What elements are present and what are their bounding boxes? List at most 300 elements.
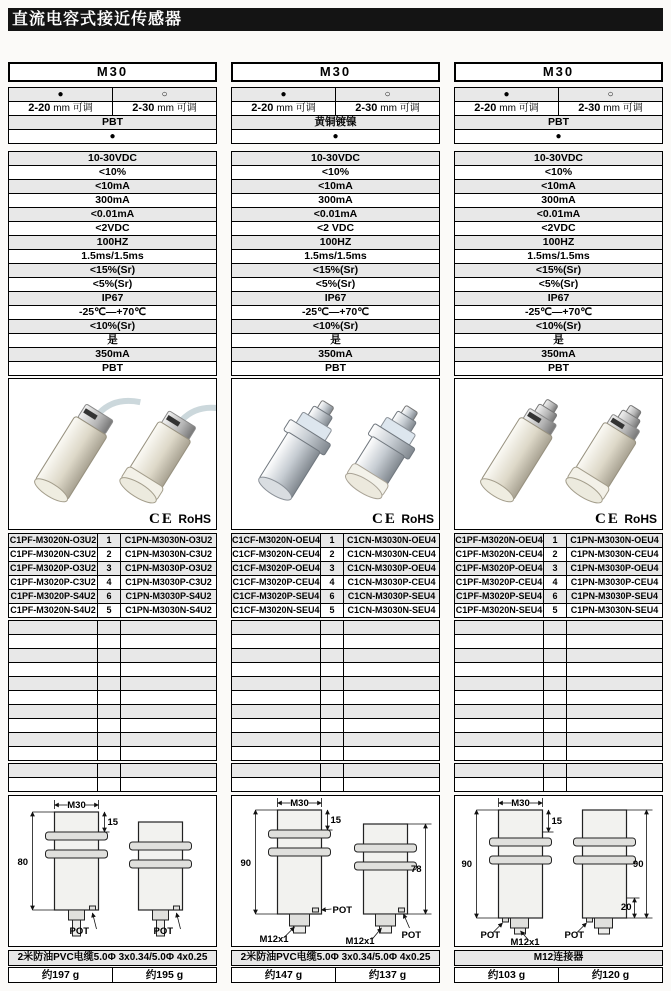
wiring-number: 5	[98, 604, 121, 617]
dim-height-left: 80	[17, 857, 29, 868]
cable-spec: 2米防油PVC电缆5.0Φ 3x0.34/5.0Φ 4x0.25	[231, 950, 440, 966]
empty-cell	[567, 635, 662, 648]
weight-row	[455, 968, 662, 982]
empty-cell	[455, 649, 544, 662]
model-flush: C1CF-M3020P-CEU4	[232, 577, 320, 587]
empty-cell	[344, 733, 439, 746]
spec-value: <0.01mA	[313, 208, 358, 220]
empty-cell	[455, 635, 544, 648]
output-row	[455, 130, 662, 143]
empty-cell	[98, 635, 121, 648]
sensor-photo-illustration	[9, 379, 216, 529]
empty-row	[455, 719, 662, 733]
empty-cell	[232, 733, 321, 746]
empty-cell	[567, 719, 662, 732]
empty-cell	[98, 691, 121, 704]
model-table	[454, 533, 663, 618]
flush-range-value: 2-20	[28, 102, 51, 114]
housing-row	[9, 116, 216, 130]
dim-15: 15	[551, 816, 563, 827]
model-flush: C1CF-M3020P-SEU4	[232, 591, 320, 601]
dim-thread: M30	[511, 798, 530, 809]
model-nonflush: C1CN-M3030N-SEU4	[347, 605, 436, 615]
pot-label-right: POT	[401, 930, 422, 941]
empty-row	[232, 677, 439, 691]
spec-value: <10%(Sr)	[89, 320, 136, 332]
pot-label-left: POT	[69, 926, 90, 937]
empty-cell	[232, 778, 321, 791]
empty-cell	[121, 764, 216, 777]
empty-cell	[344, 705, 439, 718]
spec-row	[455, 222, 662, 236]
empty-cell	[232, 691, 321, 704]
model-row	[9, 548, 216, 562]
empty-row	[232, 621, 439, 635]
empty-cell	[321, 778, 344, 791]
page-title: 直流电容式接近传感器	[8, 8, 663, 31]
model-flush: C1PF-M3020N-OEU4	[455, 535, 543, 545]
wiring-number: 2	[321, 548, 344, 561]
empty-cell	[98, 719, 121, 732]
empty-row	[455, 621, 662, 635]
dim-thread: M30	[67, 800, 86, 811]
flush-range-unit: mm 可调	[53, 103, 93, 114]
flush-range-unit: mm 可调	[499, 103, 539, 114]
empty-cell	[98, 764, 121, 777]
empty-cell	[121, 778, 216, 791]
spec-value: <10mA	[541, 180, 576, 192]
mount-type-row	[455, 88, 662, 102]
empty-cell	[567, 705, 662, 718]
pot-label-left: POT	[480, 930, 501, 941]
model-flush: C1CF-M3020P-OEU4	[232, 563, 320, 573]
empty-row	[232, 733, 439, 747]
m12-label-left: M12x1	[259, 934, 289, 945]
empty-row	[9, 733, 216, 747]
dimension-drawing-svg	[232, 796, 439, 946]
model-flush: C1PF-M3020P-SEU4	[456, 591, 543, 601]
pot-label-left: POT	[332, 905, 353, 916]
weight-flush: 约103 g	[455, 968, 559, 982]
empty-cell	[98, 649, 121, 662]
dimension-drawing	[454, 795, 663, 947]
empty-cell	[544, 677, 567, 690]
spec-value: <5%(Sr)	[315, 278, 356, 290]
spec-row	[232, 250, 439, 264]
spec-value: <0.01mA	[90, 208, 135, 220]
empty-cell	[121, 649, 216, 662]
empty-row	[9, 778, 216, 791]
dimension-drawing	[231, 795, 440, 947]
empty-cell	[98, 663, 121, 676]
spec-row	[455, 166, 662, 180]
sensor-photo-illustration	[455, 379, 662, 529]
spec-value: 10-30VDC	[533, 152, 584, 164]
dim-thread: M30	[290, 798, 309, 809]
model-nonflush: C1PN-M3030P-O3U2	[125, 563, 213, 573]
spec-value: 1.5ms/1.5ms	[81, 250, 144, 262]
empty-cell	[544, 747, 567, 760]
rohs-mark: RoHS	[401, 512, 434, 526]
empty-row	[232, 747, 439, 760]
output-row	[9, 130, 216, 143]
sensing-table	[231, 87, 440, 144]
output-dot: ●	[555, 131, 562, 142]
weight-row	[9, 968, 216, 982]
product-columns	[8, 62, 663, 983]
spec-value: <15%(Sr)	[312, 264, 359, 276]
empty-cell	[9, 705, 98, 718]
spec-row	[9, 208, 216, 222]
empty-row	[9, 635, 216, 649]
empty-cell	[98, 778, 121, 791]
sensor-photo-illustration	[232, 379, 439, 529]
spec-row	[455, 320, 662, 334]
empty-cell	[232, 705, 321, 718]
weight-table	[454, 967, 663, 983]
empty-cell	[344, 764, 439, 777]
sensing-table	[454, 87, 663, 144]
empty-row	[455, 663, 662, 677]
spec-row	[9, 250, 216, 264]
spec-row	[455, 362, 662, 375]
series-title: M30	[231, 62, 440, 82]
spec-value: 是	[330, 334, 341, 346]
spec-table	[454, 151, 663, 376]
spec-table	[231, 151, 440, 376]
series-title: M30	[454, 62, 663, 82]
empty-row	[455, 764, 662, 778]
spec-value: PBT	[325, 362, 346, 374]
certifications	[372, 510, 434, 528]
spec-value: <15%(Sr)	[535, 264, 582, 276]
spec-row	[9, 278, 216, 292]
spec-value: 1.5ms/1.5ms	[527, 250, 590, 262]
model-flush: C1CF-M3020N-SEU4	[232, 605, 320, 615]
empty-cell	[232, 677, 321, 690]
empty-cell	[567, 663, 662, 676]
spec-row	[455, 278, 662, 292]
spec-row	[232, 222, 439, 236]
empty-cell	[9, 663, 98, 676]
empty-cell	[344, 778, 439, 791]
empty-row	[455, 705, 662, 719]
product-photo	[454, 378, 663, 530]
spec-value: 10-30VDC	[310, 152, 361, 164]
empty-cell	[455, 778, 544, 791]
empty-cell	[9, 719, 98, 732]
spec-value: <10%(Sr)	[312, 320, 359, 332]
spec-row	[9, 362, 216, 375]
empty-row	[455, 677, 662, 691]
spec-row	[455, 236, 662, 250]
dim-15: 15	[330, 815, 342, 826]
empty-cell	[544, 621, 567, 634]
empty-cell	[232, 635, 321, 648]
spec-row	[232, 320, 439, 334]
empty-cell	[9, 778, 98, 791]
model-nonflush: C1PN-M3030N-S4U2	[125, 605, 212, 615]
empty-cell	[9, 691, 98, 704]
spec-row	[232, 264, 439, 278]
empty-cell	[232, 764, 321, 777]
model-row	[455, 548, 662, 562]
empty-cell	[121, 705, 216, 718]
housing-material: 黄铜镀镍	[314, 116, 357, 128]
model-flush: C1CF-M3020N-CEU4	[232, 549, 320, 559]
spec-row	[9, 236, 216, 250]
empty-row	[232, 719, 439, 733]
empty-cell	[232, 621, 321, 634]
spec-value: <10mA	[318, 180, 353, 192]
empty-cell	[321, 663, 344, 676]
dim-height-right: 90	[632, 859, 644, 870]
empty-cell	[9, 621, 98, 634]
weight-nonflush: 约195 g	[145, 969, 184, 981]
model-nonflush: C1PN-M3030N-SEU4	[570, 605, 659, 615]
spec-row	[9, 306, 216, 320]
wiring-number: 6	[544, 590, 567, 603]
spec-value: -25℃—+70℃	[301, 306, 370, 318]
spec-value: <5%(Sr)	[538, 278, 579, 290]
empty-cell	[544, 778, 567, 791]
spec-row	[9, 264, 216, 278]
dimension-drawing-svg	[9, 796, 216, 946]
series-title: M30	[8, 62, 217, 82]
wiring-number: 6	[98, 590, 121, 603]
product-photo	[231, 378, 440, 530]
model-row	[455, 576, 662, 590]
nonflush-range-unit: mm 可调	[603, 103, 643, 114]
spec-value: PBT	[548, 362, 569, 374]
empty-cell	[455, 691, 544, 704]
spec-value: <2VDC	[541, 222, 576, 234]
spec-row	[232, 292, 439, 306]
spec-row	[232, 166, 439, 180]
spec-value: <10mA	[95, 180, 130, 192]
empty-cell	[567, 621, 662, 634]
spec-value: 10-30VDC	[87, 152, 138, 164]
empty-row	[232, 649, 439, 663]
spec-value: <10%	[98, 166, 127, 178]
wiring-number: 5	[544, 604, 567, 617]
empty-cell	[9, 677, 98, 690]
spec-row	[455, 180, 662, 194]
spec-value: -25℃—+70℃	[524, 306, 593, 318]
empty-row	[9, 621, 216, 635]
empty-cell	[121, 691, 216, 704]
empty-cell	[232, 747, 321, 760]
empty-cell	[9, 649, 98, 662]
model-row	[9, 590, 216, 604]
weight-flush: 约197 g	[9, 968, 113, 982]
model-nonflush: C1CN-M3030P-SEU4	[347, 591, 436, 601]
empty-cell	[232, 663, 321, 676]
spec-row	[9, 194, 216, 208]
spec-row	[455, 194, 662, 208]
empty-row	[455, 691, 662, 705]
empty-row	[455, 747, 662, 760]
empty-cell	[544, 635, 567, 648]
model-nonflush: C1CN-M3030N-OEU4	[347, 535, 437, 545]
model-row	[232, 548, 439, 562]
empty-cell	[121, 663, 216, 676]
model-flush: C1PF-M3020N-S4U2	[9, 604, 98, 617]
spec-value: -25℃—+70℃	[78, 306, 147, 318]
flush-range	[455, 102, 559, 115]
dim-height-left: 90	[240, 858, 252, 869]
connector-spec: M12连接器	[454, 950, 663, 966]
rohs-mark: RoHS	[624, 512, 657, 526]
pot-label-right: POT	[564, 930, 585, 941]
spec-row	[455, 208, 662, 222]
spec-value: 100HZ	[542, 236, 575, 248]
model-nonflush: C1PN-M3030P-C3U2	[125, 577, 212, 587]
model-nonflush: C1PN-M3030N-O3U2	[124, 535, 213, 545]
empty-cell	[455, 719, 544, 732]
spec-value: <10%(Sr)	[535, 320, 582, 332]
model-flush: C1CF-M3020N-OEU4	[232, 535, 321, 545]
empty-cell	[544, 663, 567, 676]
empty-row	[232, 705, 439, 719]
spec-row	[455, 334, 662, 348]
nonflush-dot: ○	[161, 89, 168, 100]
spec-row	[9, 320, 216, 334]
empty-cell	[455, 663, 544, 676]
empty-cell	[344, 649, 439, 662]
empty-cell	[321, 764, 344, 777]
spec-row	[9, 292, 216, 306]
empty-cell	[321, 705, 344, 718]
spec-row	[232, 278, 439, 292]
empty-row	[232, 635, 439, 649]
product-column-brass	[231, 62, 440, 983]
empty-cell	[98, 705, 121, 718]
empty-cell	[321, 649, 344, 662]
empty-cell	[9, 733, 98, 746]
weight-nonflush: 约120 g	[591, 969, 630, 981]
flush-range-unit: mm 可调	[276, 103, 316, 114]
empty-cell	[344, 635, 439, 648]
weight-row	[232, 968, 439, 982]
empty-cell	[321, 691, 344, 704]
nonflush-range	[559, 102, 662, 115]
model-row	[9, 604, 216, 617]
empty-row	[9, 649, 216, 663]
model-flush: C1PF-M3020P-CEU4	[455, 577, 543, 587]
model-row	[232, 604, 439, 617]
empty-cell	[98, 747, 121, 760]
wiring-number: 2	[544, 548, 567, 561]
empty-cell	[121, 719, 216, 732]
range-row	[9, 102, 216, 116]
empty-model-rows-2	[454, 763, 663, 792]
spec-value: <10%	[544, 166, 573, 178]
empty-cell	[321, 677, 344, 690]
spec-row	[232, 348, 439, 362]
empty-cell	[344, 621, 439, 634]
model-row	[9, 562, 216, 576]
wiring-number: 3	[98, 562, 121, 575]
empty-cell	[344, 663, 439, 676]
wiring-number: 6	[321, 590, 344, 603]
pot-label-right: POT	[153, 926, 174, 937]
spec-row	[232, 362, 439, 375]
product-column-pbt-cable	[8, 62, 217, 983]
flush-dot: ●	[9, 88, 113, 101]
flush-range-value: 2-20	[251, 102, 274, 114]
spec-row	[455, 152, 662, 166]
empty-cell	[567, 764, 662, 777]
model-row	[232, 590, 439, 604]
empty-cell	[121, 677, 216, 690]
spec-value: 300mA	[541, 194, 576, 206]
ce-mark: CE	[149, 511, 174, 527]
spec-row	[455, 264, 662, 278]
spec-value: <15%(Sr)	[89, 264, 136, 276]
nonflush-range-unit: mm 可调	[157, 103, 197, 114]
model-table	[8, 533, 217, 618]
empty-cell	[121, 733, 216, 746]
empty-model-rows	[454, 620, 663, 761]
empty-model-rows	[231, 620, 440, 761]
mount-type-row	[9, 88, 216, 102]
model-nonflush: C1PN-M3030N-C3U2	[125, 549, 213, 559]
empty-cell	[121, 747, 216, 760]
empty-row	[9, 764, 216, 778]
spec-row	[9, 180, 216, 194]
nonflush-dot: ○	[384, 89, 391, 100]
wiring-number: 2	[98, 548, 121, 561]
empty-cell	[544, 719, 567, 732]
empty-cell	[232, 649, 321, 662]
model-row	[232, 562, 439, 576]
spec-value: 是	[553, 334, 564, 346]
empty-cell	[321, 733, 344, 746]
empty-cell	[98, 733, 121, 746]
dim-height-right: 78	[410, 864, 422, 875]
empty-cell	[567, 733, 662, 746]
model-row	[232, 534, 439, 548]
m12-label: M12x1	[510, 937, 540, 946]
spec-value: 300mA	[318, 194, 353, 206]
dimension-drawing-svg	[455, 796, 662, 946]
wiring-number: 3	[544, 562, 567, 575]
wiring-number: 4	[321, 576, 344, 589]
empty-cell	[544, 649, 567, 662]
spec-value: IP67	[324, 292, 347, 304]
nonflush-range-value: 2-30	[355, 102, 378, 114]
empty-row	[9, 705, 216, 719]
spec-value: 350mA	[318, 348, 353, 360]
model-row	[455, 562, 662, 576]
nonflush-range-value: 2-30	[132, 102, 155, 114]
nonflush-range-unit: mm 可调	[380, 103, 420, 114]
sensing-table	[8, 87, 217, 144]
spec-row	[232, 194, 439, 208]
empty-row	[232, 764, 439, 778]
empty-row	[9, 677, 216, 691]
ce-mark: CE	[372, 511, 397, 527]
wiring-number: 1	[321, 534, 344, 547]
empty-cell	[344, 747, 439, 760]
model-flush: C1PF-M3020N-CEU4	[455, 549, 543, 559]
empty-row	[9, 719, 216, 733]
model-row	[455, 590, 662, 604]
empty-cell	[321, 747, 344, 760]
spec-value: 350mA	[95, 348, 130, 360]
nonflush-range	[113, 102, 216, 115]
